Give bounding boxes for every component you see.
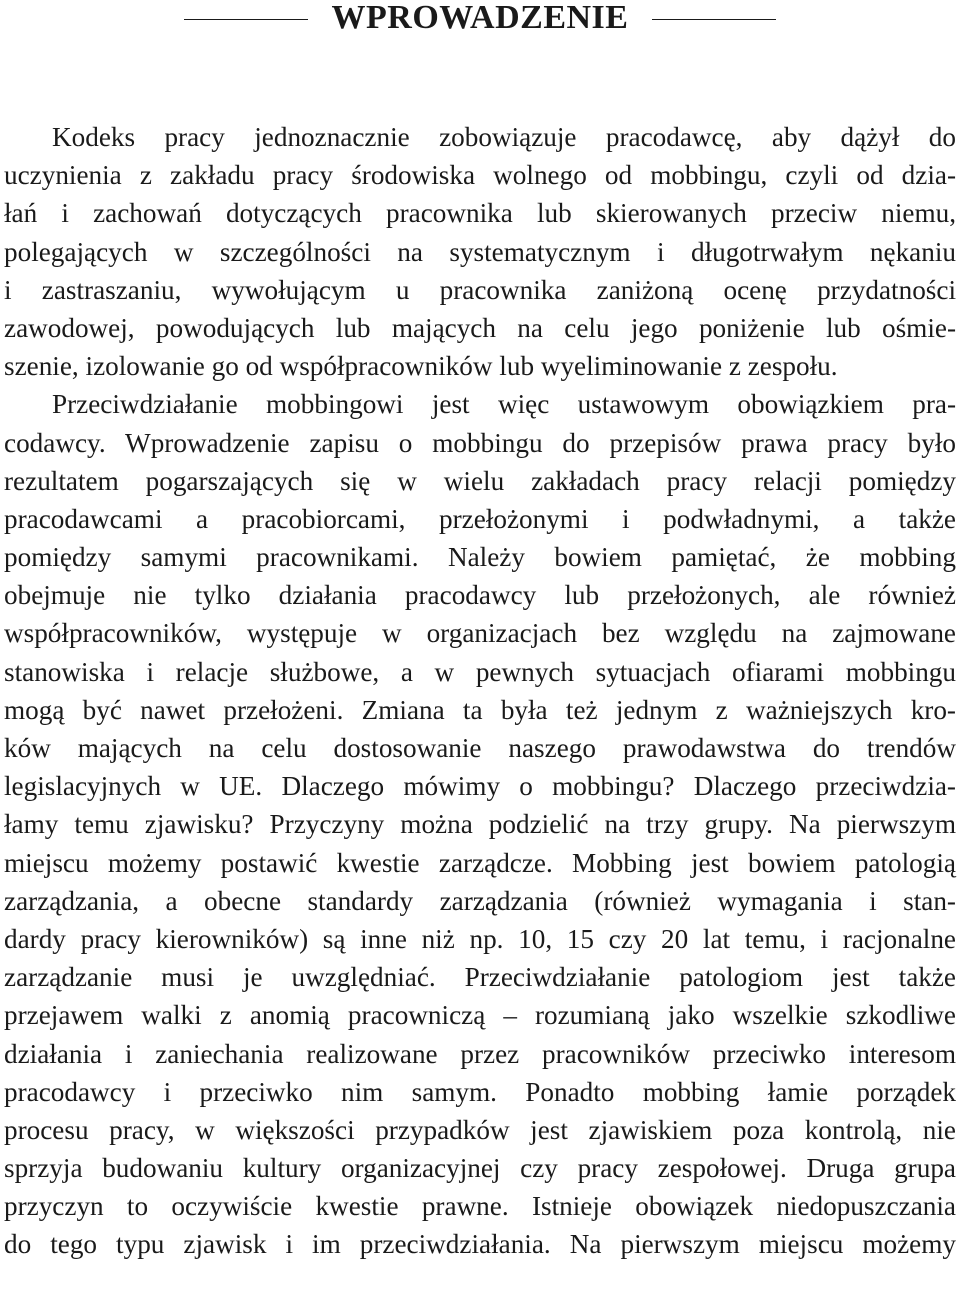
text-line: procesu pracy, w większości przypadków jest zjawiskiem poza kontrolą, nie	[4, 1114, 956, 1145]
text-line: zawodowej, powodujących lub mających na celu jego poniżenie lub ośmie-	[4, 312, 956, 343]
text-line: zarządzania, a obecne standardy zarządzania (również wymagania i stan-	[4, 885, 956, 916]
text-line: pracodawcami a pracobiorcami, przełożonymi i podwładnymi, a także	[4, 503, 956, 534]
text-line: przejawem walki z anomią pracowniczą – rozumianą jako wszelkie szkodliwe	[4, 1000, 956, 1031]
text-line: łań i zachowań dotyczących pracownika lub skierowanych przeciw niemu,	[4, 198, 956, 229]
text-line: pomiędzy samymi pracownikami. Należy bowiem pamiętać, że mobbing	[4, 542, 956, 573]
text-line: sprzyja budowaniu kultury organizacyjnej czy pracy zespołowej. Druga grupa	[4, 1153, 956, 1184]
text-line: i zastraszaniu, wywołującym u pracownika zaniżoną ocenę przydatności	[4, 274, 956, 305]
text-line: polegających w szczególności na systematycznym i długotrwałym nękaniu	[4, 236, 956, 267]
heading-rule-left	[184, 19, 308, 20]
text-line: miejscu możemy postawić kwestie zarządcze. Mobbing jest bowiem patologią	[4, 847, 956, 878]
text-line: szenie, izolowanie go od współpracowników lub wyeliminowanie z zespołu.	[4, 351, 838, 382]
text-line: współpracowników, występuje w organizacjach bez względu na zajmowane	[4, 618, 956, 649]
text-line: dardy pracy kierowników) są inne niż np. 10, 15 czy 20 lat temu, i racjonalne	[4, 923, 956, 954]
text-line: łamy temu zjawisku? Przyczyny można podzielić na trzy grupy. Na pierwszym	[4, 809, 956, 840]
text-line: stanowiska i relacje służbowe, a w pewnych sytuacjach ofiarami mobbingu	[4, 656, 956, 687]
text-line: przyczyn to oczywiście kwestie prawne. Istnieje obowiązek niedopuszczania	[4, 1191, 956, 1222]
text-line: zarządzanie musi je uwzględniać. Przeciwdziałanie patologiom jest także	[4, 962, 956, 993]
text-line: uczynienia z zakładu pracy środowiska wolnego od mobbingu, czyli od dzia-	[4, 160, 956, 191]
chapter-title: WPROWADZENIE	[331, 0, 629, 36]
text-line: do tego typu zjawisk i im przeciwdziałania. Na pierwszym miejscu możemy	[4, 1229, 956, 1260]
text-line: Kodeks pracy jednoznacznie zobowiązuje pracodawcę, aby dążył do	[52, 122, 956, 152]
body-text	[4, 118, 956, 1264]
text-line: codawcy. Wprowadzenie zapisu o mobbingu do przepisów prawa pracy było	[4, 427, 956, 458]
heading-rule-right	[652, 19, 776, 20]
text-line: obejmuje nie tylko działania pracodawcy lub przełożonych, ale również	[4, 580, 956, 611]
text-line: działania i zaniechania realizowane przez pracowników przeciwko interesom	[4, 1038, 956, 1069]
chapter-heading	[0, 0, 960, 36]
text-line: pracodawcy i przeciwko nim samym. Ponadto mobbing łamie porządek	[4, 1076, 956, 1107]
text-line: Przeciwdziałanie mobbingowi jest więc ustawowym obowiązkiem pra-	[52, 389, 956, 420]
text-line: legislacyjnych w UE. Dlaczego mówimy o mobbingu? Dlaczego przeciwdzia-	[4, 771, 956, 802]
text-line: ków mających na celu dostosowanie naszego prawodawstwa do trendów	[4, 733, 956, 763]
text-line: mogą być nawet przełożeni. Zmiana ta była też jednym z ważniejszych kro-	[4, 694, 956, 725]
text-line: rezultatem pogarszających się w wielu zakładach pracy relacji pomiędzy	[4, 465, 956, 496]
